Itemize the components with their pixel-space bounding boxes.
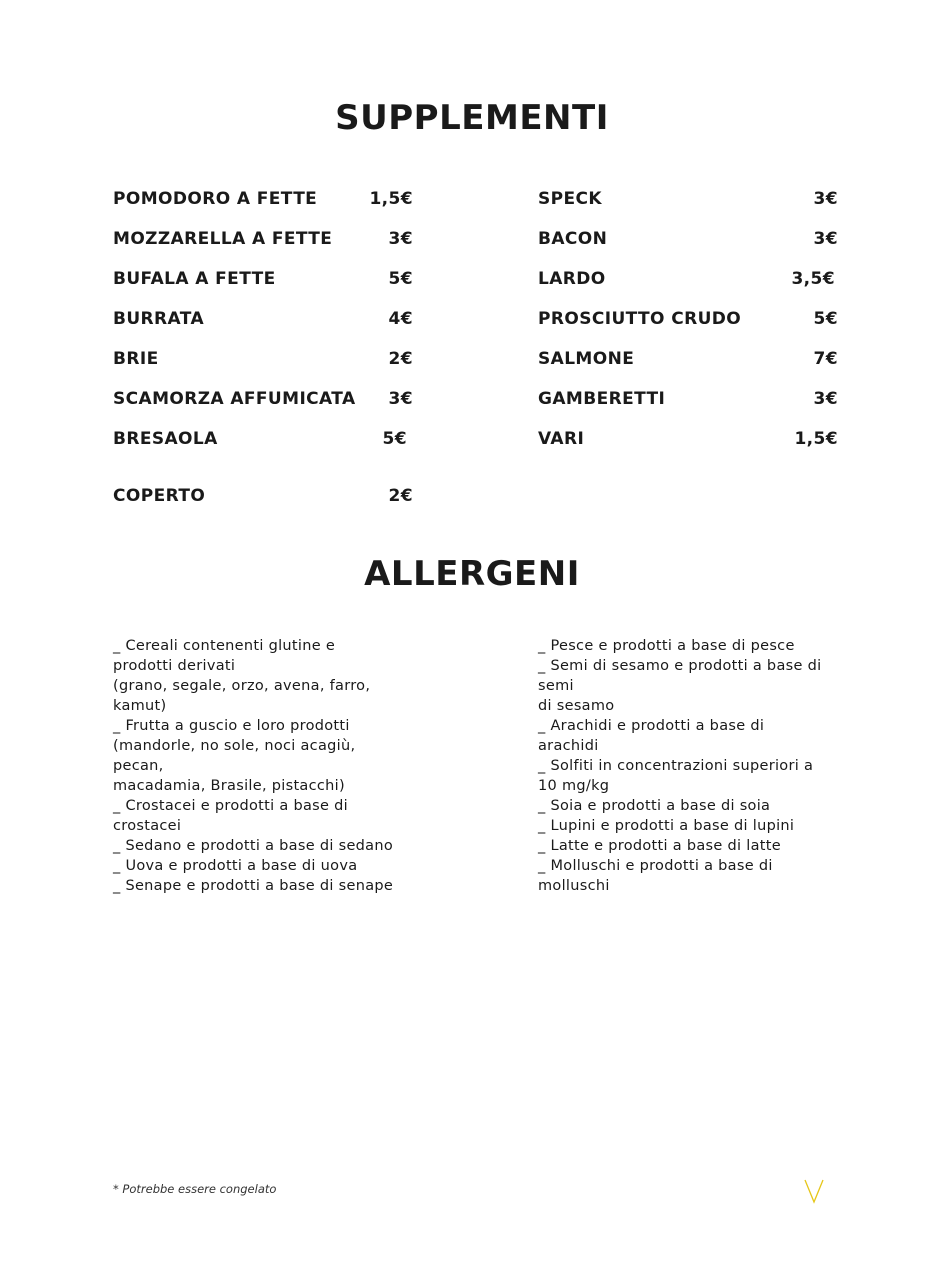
list-item (538, 385, 838, 425)
footnote: * Potrebbe essere congelato (113, 1182, 277, 1196)
allergen-line: arachidi (538, 738, 599, 754)
item-price: 3,5€ (791, 269, 835, 289)
allergeni-right-column (538, 636, 848, 896)
item-price: 7€ (813, 349, 838, 369)
item-name: VARI (538, 429, 585, 449)
list-item (538, 185, 838, 225)
list-item (538, 425, 838, 465)
allergen-line: _ Arachidi e prodotti a base di (538, 718, 765, 734)
list-item (113, 225, 413, 265)
allergen-line: _ Cereali contenenti glutine e (113, 638, 336, 654)
item-name: BUFALA A FETTE (113, 269, 276, 289)
allergen-line: prodotti derivati (113, 658, 236, 674)
item-price: 2€ (388, 349, 413, 369)
allergen-line: _ Pesce e prodotti a base di pesce (538, 638, 795, 654)
allergen-line: _ Frutta a guscio e loro prodotti (113, 718, 350, 734)
allergen-line: _ Semi di sesamo e prodotti a base di (538, 658, 822, 674)
supplementi-left-list (113, 185, 413, 465)
item-name: PROSCIUTTO CRUDO (538, 309, 742, 329)
item-name: POMODORO A FETTE (113, 189, 318, 209)
allergen-line: (grano, segale, orzo, avena, farro, (113, 678, 371, 694)
allergen-line: pecan, (113, 758, 164, 774)
item-price: 3€ (388, 229, 413, 249)
allergen-line: _ Solfiti in concentrazioni superiori a (538, 758, 814, 774)
list-item (113, 385, 413, 425)
item-name: BURRATA (113, 309, 205, 329)
item-name: BRIE (113, 349, 159, 369)
allergen-line: _ Crostacei e prodotti a base di (113, 798, 348, 814)
allergen-line: kamut) (113, 698, 167, 714)
item-price: 5€ (388, 269, 413, 289)
supplementi-title: SUPPLEMENTI (335, 98, 609, 138)
item-name: SPECK (538, 189, 602, 209)
item-name: MOZZARELLA A FETTE (113, 229, 333, 249)
allergen-line: _ Molluschi e prodotti a base di (538, 858, 773, 874)
allergen-line: _ Lupini e prodotti a base di lupini (538, 818, 795, 834)
item-name: GAMBERETTI (538, 389, 666, 409)
item-price: 3€ (388, 389, 413, 409)
item-price: 1,5€ (369, 189, 413, 209)
item-name: BACON (538, 229, 608, 249)
item-price: 3€ (813, 229, 838, 249)
list-item (538, 345, 838, 385)
list-item (113, 305, 413, 345)
allergen-line: _ Uova e prodotti a base di uova (113, 858, 358, 874)
list-item (113, 345, 413, 385)
list-item (538, 265, 838, 305)
item-price: 3€ (813, 189, 838, 209)
allergen-line: _ Senape e prodotti a base di senape (113, 878, 394, 894)
supplementi-right-list (538, 185, 838, 465)
list-item (538, 305, 838, 345)
allergen-line: (mandorle, no sole, noci acagiù, (113, 738, 356, 754)
allergen-line: crostacei (113, 818, 182, 834)
v-logo-icon (802, 1178, 826, 1204)
item-price: 4€ (388, 309, 413, 329)
item-name: LARDO (538, 269, 606, 289)
allergen-line: macadamia, Brasile, pistacchi) (113, 778, 345, 794)
list-item (538, 225, 838, 265)
allergen-line: 10 mg/kg (538, 778, 610, 794)
item-price: 5€ (382, 429, 407, 449)
allergen-line: di sesamo (538, 698, 615, 714)
coperto-name: COPERTO (113, 486, 206, 506)
item-name: BRESAOLA (113, 429, 218, 449)
allergeni-title: ALLERGENI (364, 554, 580, 594)
allergen-line: molluschi (538, 878, 610, 894)
allergen-line: _ Sedano e prodotti a base di sedano (113, 838, 394, 854)
list-item (113, 425, 413, 465)
item-name: SCAMORZA AFFUMICATA (113, 389, 356, 409)
allergeni-left-column (113, 636, 423, 896)
allergen-line: _ Soia e prodotti a base di soia (538, 798, 771, 814)
item-price: 1,5€ (794, 429, 838, 449)
allergen-line: _ Latte e prodotti a base di latte (538, 838, 781, 854)
item-name: SALMONE (538, 349, 635, 369)
item-price: 3€ (813, 389, 838, 409)
item-price: 5€ (813, 309, 838, 329)
list-item (113, 185, 413, 225)
list-item (113, 265, 413, 305)
allergen-line: semi (538, 678, 574, 694)
coperto-price: 2€ (388, 486, 413, 506)
coperto-row (113, 482, 413, 510)
